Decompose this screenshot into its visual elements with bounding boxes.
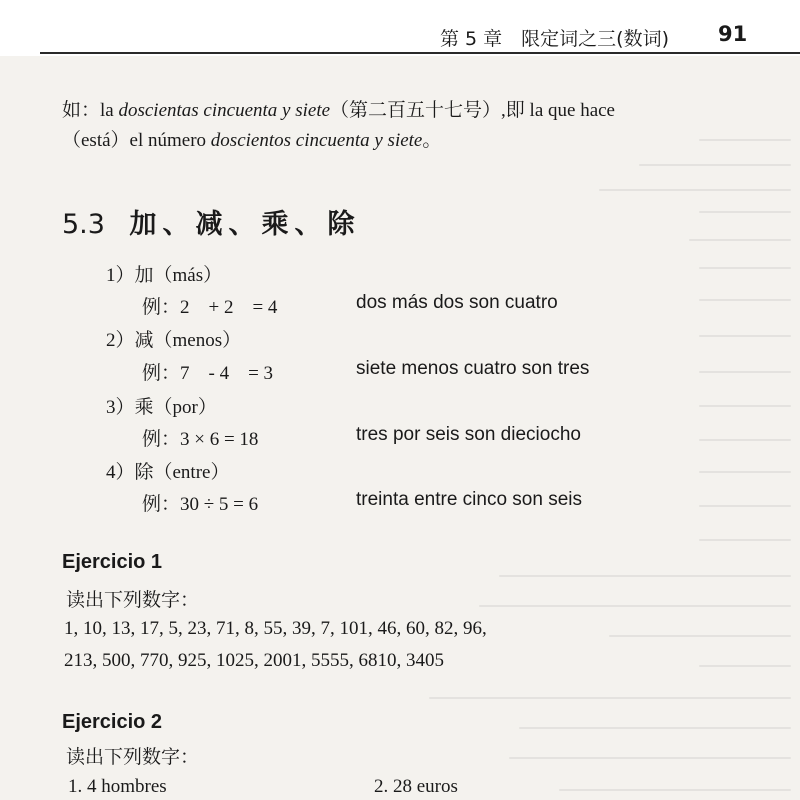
operation-spanish-subtraction: siete menos cuatro son tres [356, 358, 590, 379]
section-title: 加、减、乘、除 [129, 209, 361, 240]
exercise-1-instruction: 读出下列数字： [66, 589, 200, 611]
exercise-1-numbers-line-1: 1, 10, 13, 17, 5, 23, 71, 8, 55, 39, 7, 101, 46, 60, 82, 96, [64, 618, 487, 639]
operation-heading-subtraction: 2）减（menos） [106, 330, 242, 351]
operation-spanish-multiplication: tres por seis son dieciocho [356, 424, 581, 445]
operation-heading-division: 4）除（entre） [106, 462, 230, 483]
section-number: 5.3 [62, 209, 105, 240]
operation-spanish-addition: dos más dos son cuatro [356, 292, 558, 313]
operation-example-division: 例：30 ÷ 5 = 6 [142, 494, 259, 515]
exercise-1-title: Ejercicio 1 [62, 551, 163, 573]
operation-spanish-division: treinta entre cinco son seis [356, 489, 583, 510]
operation-heading-addition: 1）加（más） [106, 265, 223, 286]
intro-line-2-start: （está）el número [62, 130, 211, 151]
page-number: 91 [718, 22, 748, 46]
operation-heading-multiplication: 3）乘（por） [106, 397, 217, 418]
operation-example-subtraction: 例：7 - 4 = 3 [142, 363, 274, 384]
exercise-1-numbers-line-2: 213, 500, 770, 925, 1025, 2001, 5555, 6810, 3405 [64, 650, 444, 671]
operation-example-addition: 例：2 + 2 = 4 [142, 297, 278, 318]
page-header [0, 0, 800, 56]
intro-line-1-start: 如：la [62, 100, 119, 121]
section-heading [62, 202, 361, 241]
header-rule [40, 52, 800, 54]
intro-line-1-italic: doscientas cincuenta y siete [118, 100, 331, 121]
exercise-2-instruction: 读出下列数字： [66, 746, 200, 768]
intro-line-2-end: 。 [422, 130, 442, 151]
intro-line-2-italic: doscientos cincuenta y siete [210, 130, 423, 151]
chapter-title: 第 5 章 限定词之三(数词) [440, 28, 669, 50]
exercise-2-item: 2. 28 euros [374, 776, 458, 797]
exercise-2-title: Ejercicio 2 [62, 711, 163, 733]
intro-line-2 [62, 126, 762, 156]
exercise-2-item: 1. 4 hombres [68, 776, 167, 797]
intro-line-1-end: （第二百五十七号）,即 la que hace [330, 100, 615, 121]
operation-example-multiplication: 例：3 × 6 = 18 [142, 429, 259, 450]
intro-line-1 [62, 96, 762, 126]
